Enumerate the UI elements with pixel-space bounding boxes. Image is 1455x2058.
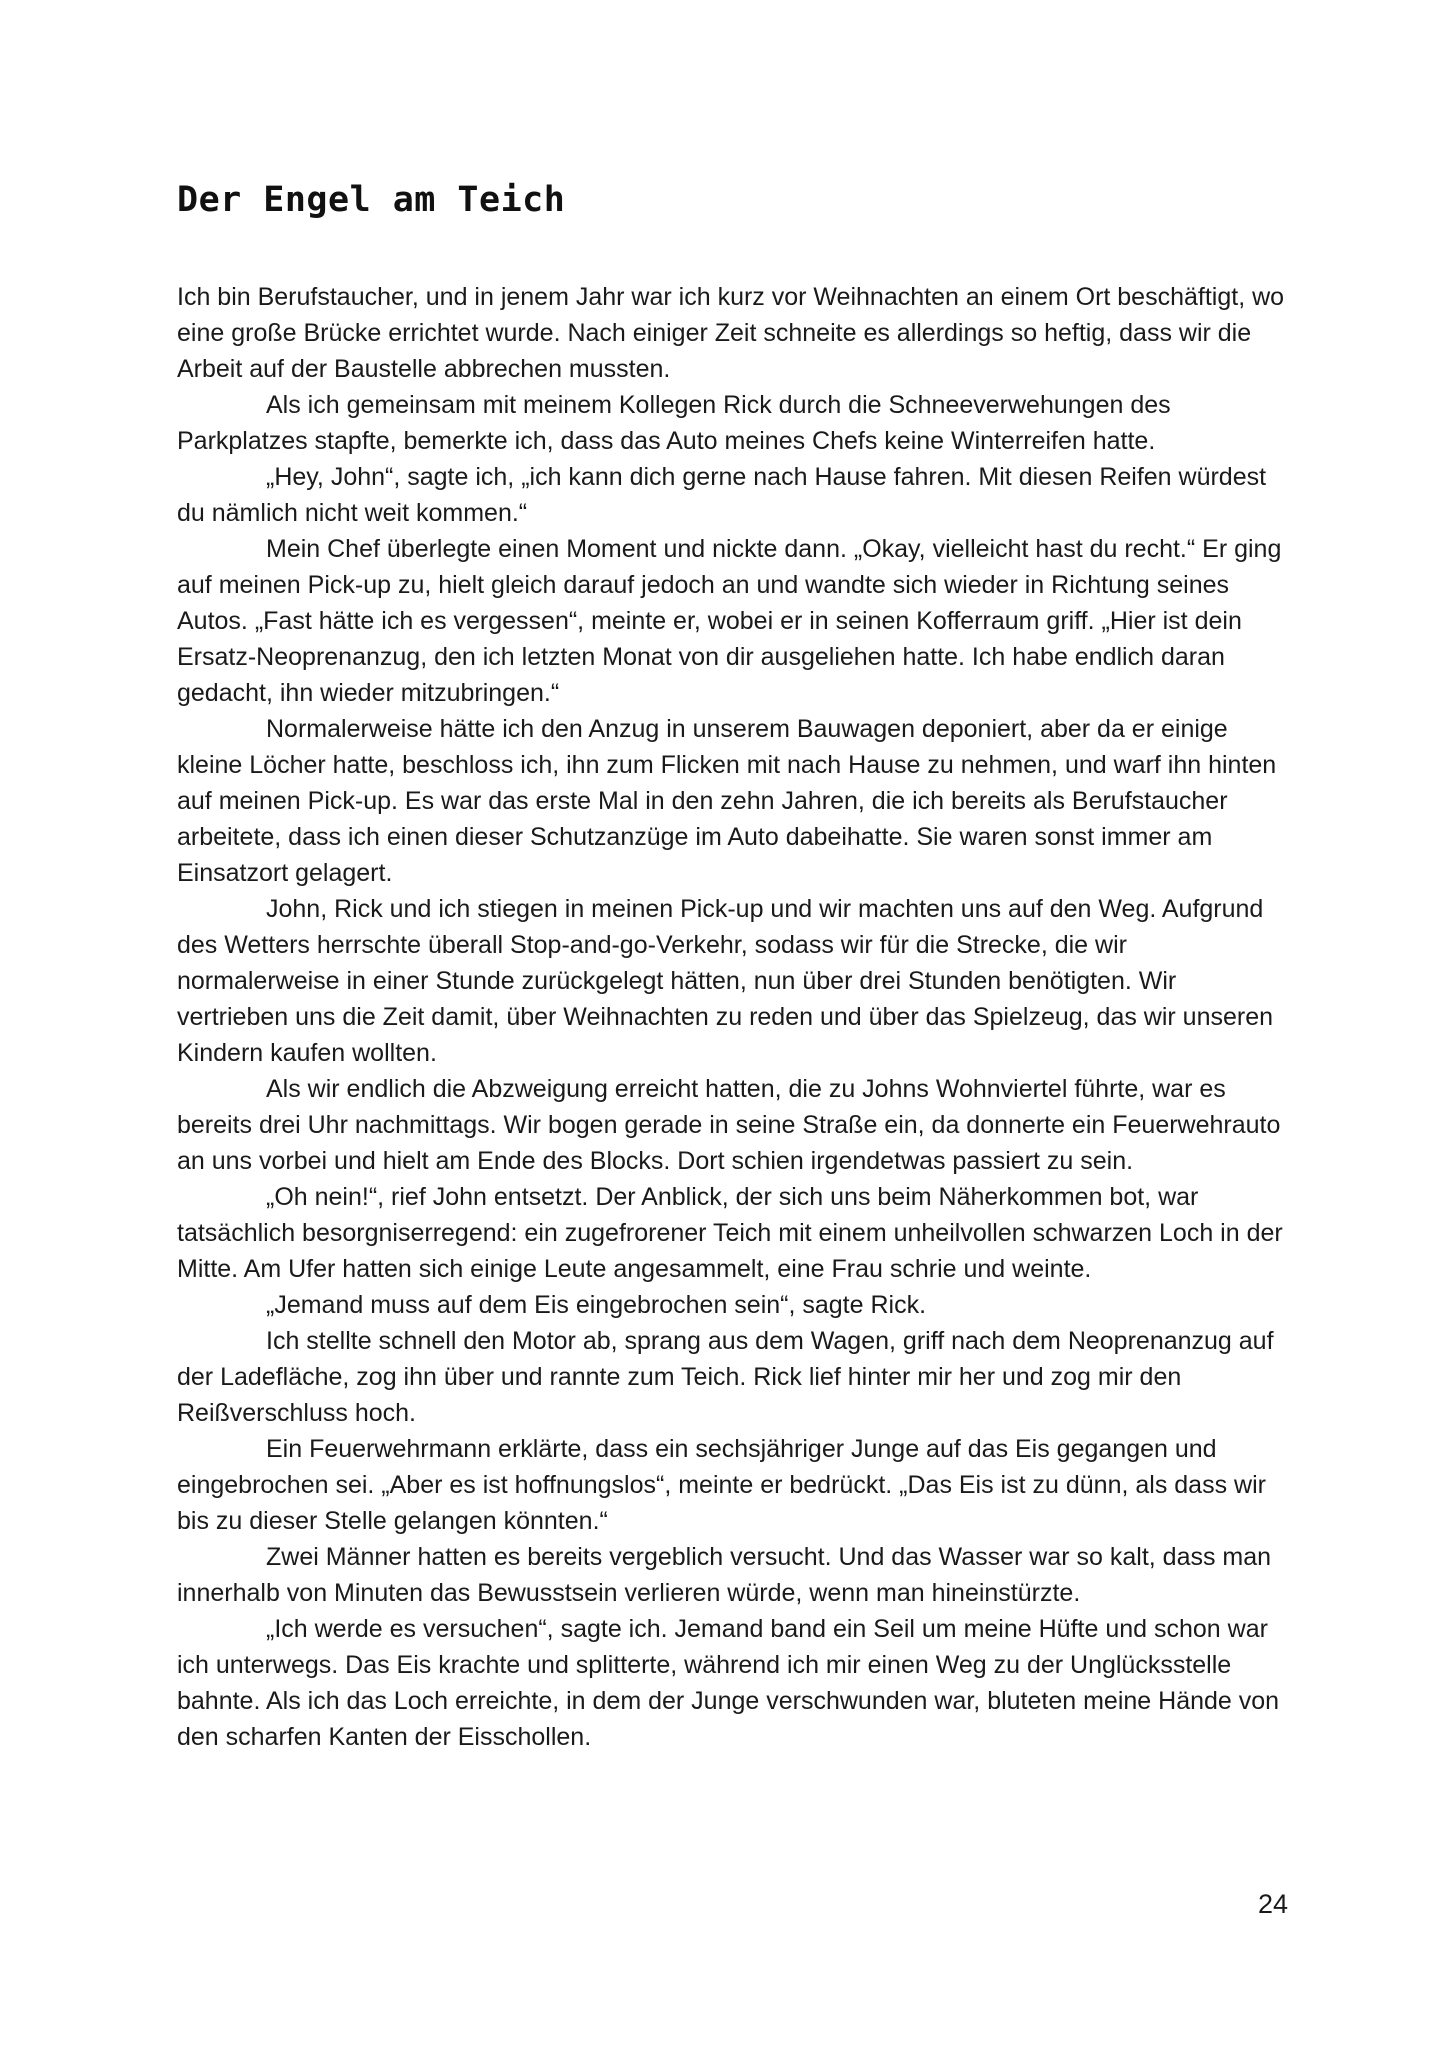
body-text xyxy=(177,279,1292,1755)
paragraph: Ein Feuerwehrmann erklärte, dass ein sechsjähriger Junge auf das Eis gegangen und eingebrochen sei. „Aber es ist hoffnungslos“, meinte er bedrückt. „Das Eis ist zu dünn, als dass wir bis zu dieser Stelle gelangen könnten.“ xyxy=(177,1435,1266,1535)
paragraph: Zwei Männer hatten es bereits vergeblich versucht. Und das Wasser war so kalt, dass man innerhalb von Minuten das Bewusstsein verlieren würde, wenn man hineinstürzte. xyxy=(177,1543,1272,1607)
page-number: 24 xyxy=(1258,1889,1289,1919)
paragraph: „Hey, John“, sagte ich, „ich kann dich gerne nach Hause fahren. Mit diesen Reifen würdest du nämlich nicht weit kommen.“ xyxy=(177,463,1267,527)
paragraph: Normalerweise hätte ich den Anzug in unserem Bauwagen deponiert, aber da er einige kleine Löcher hatte, beschloss ich, ihn zum Flicken mit nach Hause zu nehmen, und warf ihn hinten auf meinen Pick-up. Es war das erste Mal in den zehn Jahren, die ich bereits als Berufstaucher arbeitete, dass ich einen dieser Schutzanzüge im Auto dabeihatte. Sie waren sonst immer am Einsatzort gelagert. xyxy=(177,715,1277,887)
paragraph: Mein Chef überlegte einen Moment und nickte dann. „Okay, vielleicht hast du recht.“ Er ging auf meinen Pick-up zu, hielt gleich darauf jedoch an und wandte sich wieder in Richtung seines Autos. „Fast hätte ich es vergessen“, meinte er, wobei er in seinen Kofferraum griff. „Hier ist dein Ersatz-Neoprenanzug, den ich letzten Monat von dir ausgeliehen hatte. Ich habe endlich daran gedacht, ihn wieder mitzubringen.“ xyxy=(177,535,1282,707)
paragraph: Als ich gemeinsam mit meinem Kollegen Rick durch die Schneeverwehungen des Parkplatzes stapfte, bemerkte ich, dass das Auto meines Chefs keine Winterreifen hatte. xyxy=(177,391,1171,455)
paragraph: John, Rick und ich stiegen in meinen Pick-up und wir machten uns auf den Weg. Aufgrund des Wetters herrschte überall Stop-and-go-Verkehr, sodass wir für die Strecke, die wir normalerweise in einer Stunde zurückgelegt hätten, nun über drei Stunden benötigten. Wir vertrieben uns die Zeit damit, über Weihnachten zu reden und über das Spielzeug, das wir unseren Kindern kaufen wollten. xyxy=(177,895,1274,1067)
paragraph: Ich stellte schnell den Motor ab, sprang aus dem Wagen, griff nach dem Neoprenanzug auf der Ladefläche, zog ihn über und rannte zum Teich. Rick lief hinter mir her und zog mir den Reißverschluss hoch. xyxy=(177,1327,1274,1427)
paragraph: Als wir endlich die Abzweigung erreicht hatten, die zu Johns Wohnviertel führte, war es bereits drei Uhr nachmittags. Wir bogen gerade in seine Straße ein, da donnerte ein Feuerwehrauto an uns vorbei und hielt am Ende des Blocks. Dort schien irgendetwas passiert zu sein. xyxy=(177,1075,1281,1175)
paragraph: „Jemand muss auf dem Eis eingebrochen sein“, sagte Rick. xyxy=(266,1291,927,1319)
paragraph: „Oh nein!“, rief John entsetzt. Der Anblick, der sich uns beim Näherkommen bot, war tatsächlich besorgniserregend: ein zugefrorener Teich mit einem unheilvollen schwarzen Loch in der Mitte. Am Ufer hatten sich einige Leute angesammelt, eine Frau schrie und weinte. xyxy=(177,1183,1283,1283)
paragraph: „Ich werde es versuchen“, sagte ich. Jemand band ein Seil um meine Hüfte und schon war ich unterwegs. Das Eis krachte und splitterte, während ich mir einen Weg zu der Unglücksstelle bahnte. Als ich das Loch erreichte, in dem der Junge verschwunden war, bluteten meine Hände von den scharfen Kanten der Eisschollen. xyxy=(177,1615,1280,1751)
paragraph: Ich bin Berufstaucher, und in jenem Jahr war ich kurz vor Weihnachten an einem Ort beschäftigt, wo eine große Brücke errichtet wurde. Nach einiger Zeit schneite es allerdings so heftig, dass wir die Arbeit auf der Baustelle abbrechen mussten. xyxy=(177,283,1285,383)
chapter-title: Der Engel am Teich xyxy=(177,180,566,220)
